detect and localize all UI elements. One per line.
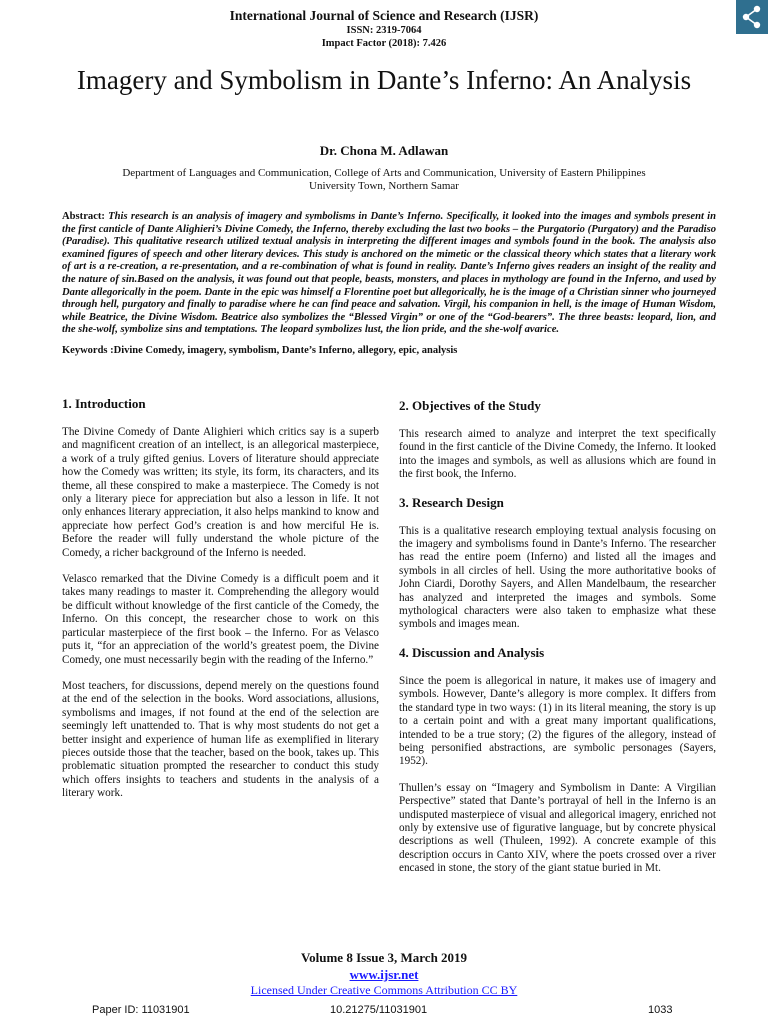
section-heading: 1. Introduction — [62, 396, 146, 411]
page-footer — [0, 949, 768, 998]
author-affiliation — [60, 167, 708, 193]
paragraph: Velasco remarked that the Divine Comedy is a difficult poem and it takes many readings to master it. Comprehending the allegory would be difficult without knowledge of the first canticle of the Comedy, the Inferno. On this concept, the researcher chose to work on this particular masterpiece of the first book – the Inferno. For as Velasco puts it, “for an appreciation of the world’s greatest poem, the Divine Comedy, one must necessarily begin with the reading of the Inferno.” — [62, 573, 379, 666]
paragraph: Thullen’s essay on “Imagery and Symbolism in Dante: A Virgilian Perspective” stated that Dante’s portrayal of hell in the Inferno is an undisputed masterpiece of visual and allegorical imagery, enriched not only by extensive use of figurative language, but by concrete physical descriptions as well (Thuleen, 1992). A concrete example of this description occurs in Canto XIV, where the poets crossed over a river encased in stone, the story of the giant statue buried in Mt. — [399, 781, 716, 875]
volume-info: Volume 8 Issue 3, March 2019 — [300, 950, 468, 965]
paragraph: This is a qualitative research employing textual analysis focusing on the imagery and symbolisms found in Dante’s Inferno. The researcher has read the entire poem (Inferno) and listed all the images and symbols in all circles of hell. Using the more authoritative books of John Ciardi, Dorothy Sayers, and Allen Mandelbaum, the researcher has analyzed and interpreted the images and symbols. Some mythological characters were also taken to emphasize what these symbols and images mean. — [399, 524, 716, 631]
abstract-text: This research is an analysis of imagery and symbolisms in Dante’s Inferno. Specifically, it looked into the images and symbols present in the first canticle of Dante Alighieri’s Divine Comedy, the Inferno, thereby excluding the last two books – the Purgatorio (Purgatory) and the Paradiso (Paradise). This qualitative research utilized textual analysis in interpreting the different images and symbols found in the book. The analysis also examined figures of speech and other literary devices. This study is anchored on the mimetic or the classical theory which states that a literary work of art is a re-creation, a re-presentation, and a re-combination of what is found in reality. Dante’s Inferno gives readers an insight of the reality and the nature of sin.Based on the analysis, it was found out that people, beasts, monsters, and places in mythology are found in the Inferno, and used by Dante allegorically in the poem. Dante in the epic was himself a Florentine poet but allegorically, he is the image of a Christian sinner who journeyed through hell, purgatory and finally to paradise where he can find peace and salvation. Virgil, his companion in hell, is the image of Human Wisdom, while Beatrice, the Divine Wisdom. Beatrice also symbolizes the “Blessed Virgin” or one of the “God-bearers”. The three beasts: leopard, lion, and the she-wolf, symbolize sins and temptations. The leopard symbolizes lust, the lion pride, and the she-wolf avarice. — [62, 211, 716, 336]
journal-name: International Journal of Science and Research (IJSR) — [229, 8, 539, 23]
issn: ISSN: 2319-7064 — [346, 25, 422, 36]
journal-website-link[interactable]: www.ijsr.net — [349, 967, 419, 982]
paper-title: Imagery and Symbolism in Dante’s Inferno: An Analysis — [76, 65, 692, 95]
section-heading: 2. Objectives of the Study — [399, 398, 541, 413]
paragraph: Most teachers, for discussions, depend merely on the questions found at the end of the selection in the books. Word associations, allusions, symbolisms and images, if not found at the end of the selection are seemingly left unattended to. That is why most students do not get a better insight and experience of human life as exemplified in literary pieces outside those that the teacher, based on the book, takes up. This problematic situation prompted the researcher to conduct this study which offers insights to teachers and students in the analysis of a literary work. — [62, 679, 379, 800]
section-heading: 4. Discussion and Analysis — [399, 644, 545, 660]
page-number: 1033 — [648, 1004, 673, 1016]
left-column — [62, 396, 379, 814]
paragraph: Since the poem is allegorical in nature, it makes use of imagery and symbols. However, Dante’s allegory is more complex. It differs from the standard type in two ways: (1) in its literal meaning, the story is up to a certain point and with a great many important qualifications, intended to be a true story; (2) the figures of the allegory, instead of being personified abstractions, are symbolic personages (Sayers, 1952). — [399, 674, 716, 768]
affiliation-line: University Town, Northern Samar — [309, 180, 459, 192]
journal-header — [0, 8, 768, 50]
paper-id: Paper ID: 11031901 — [92, 1004, 190, 1016]
author-name: Dr. Chona M. Adlawan — [319, 143, 449, 158]
affiliation-line: Department of Languages and Communication, College of Arts and Communication, University of Eastern Philippines — [122, 167, 646, 179]
keywords: Keywords :Divine Comedy, imagery, symbolism, Dante’s Inferno, allegory, epic, analysis — [62, 345, 458, 356]
abstract — [62, 211, 716, 337]
abstract-label: Abstract: — [62, 211, 105, 222]
share-icon[interactable] — [736, 0, 768, 34]
impact-factor: Impact Factor (2018): 7.426 — [321, 38, 447, 49]
right-column — [399, 396, 716, 889]
paragraph: This research aimed to analyze and interpret the text specifically found in the first canticle of the Divine Comedy, the Inferno. It looked into the images and symbols, as well as allusions which are found in the first book, the Inferno. — [399, 428, 716, 481]
doi: 10.21275/11031901 — [330, 1004, 428, 1016]
paragraph: The Divine Comedy of Dante Alighieri which critics say is a superb and magnificent creation of an intellect, is an allegorical masterpiece, a work of a truly gifted genius. Lovers of literature should appreciate how the Comedy was written; its style, its form, its characters, and its theme, all these conspired to make a masterpiece. The Comedy is not only a literary piece for appreciation but also a lesson in life. It not only enhances literary appreciation, it also helps mankind to know and appreciate how perfect God’s creation is and how merciful He is. Before the reader will fully understand the whole picture of the Comedy, a richer background of the Inferno is needed. — [62, 426, 379, 559]
section-heading: 3. Research Design — [399, 494, 504, 510]
license-link[interactable]: Licensed Under Creative Commons Attribution CC BY — [250, 983, 518, 997]
